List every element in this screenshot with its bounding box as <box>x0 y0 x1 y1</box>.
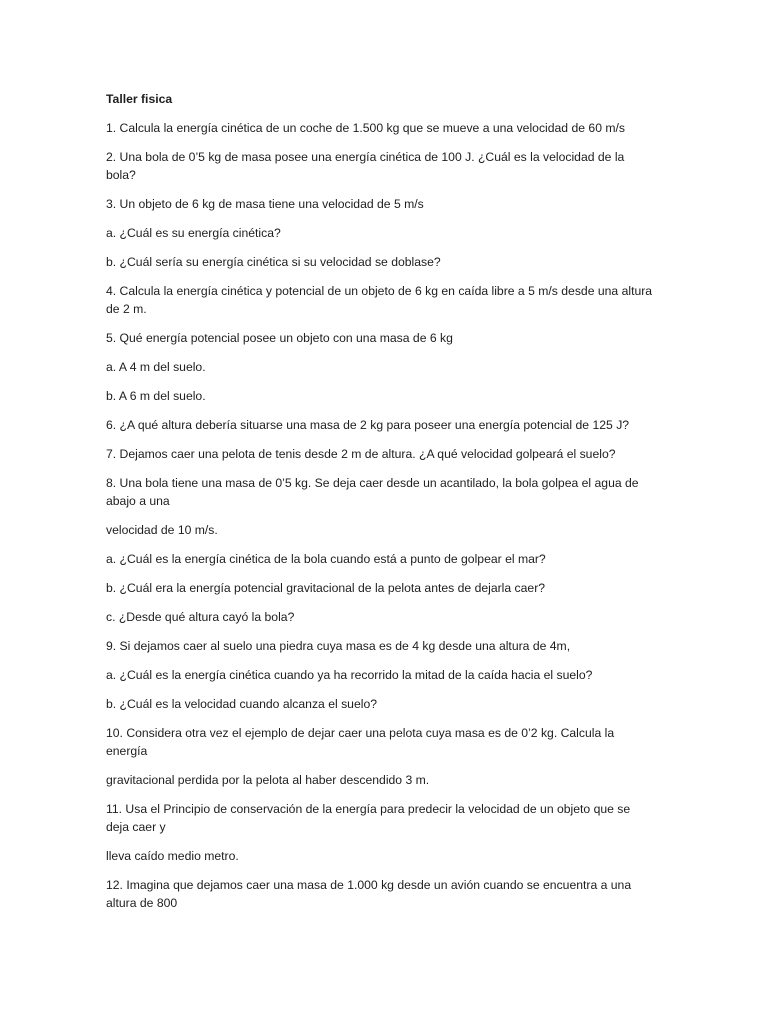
paragraph-4: 4. Calcula la energía cinética y potencial de un objeto de 6 kg en caída libre a 5 m/s desde una altura de 2 m. <box>106 284 653 316</box>
paragraph-8-cont: velocidad de 10 m/s. <box>106 523 218 537</box>
paragraph-1: 1. Calcula la energía cinética de un coche de 1.500 kg que se mueve a una velocidad de 60 m/s <box>106 121 625 135</box>
paragraph-8b: b. ¿Cuál era la energía potencial gravitacional de la pelota antes de dejarla caer? <box>106 581 546 595</box>
paragraph-10-cont: gravitacional perdida por la pelota al haber descendido 3 m. <box>106 773 430 787</box>
paragraph-3b: b. ¿Cuál sería su energía cinética si su velocidad se doblase? <box>106 255 441 269</box>
paragraph-8a: a. ¿Cuál es la energía cinética de la bola cuando está a punto de golpear el mar? <box>106 552 546 566</box>
paragraph-11-cont: lleva caído medio metro. <box>106 849 239 863</box>
paragraph-11: 11. Usa el Principio de conservación de la energía para predecir la velocidad de un objeto que se deja caer y <box>106 802 631 834</box>
paragraph-3: 3. Un objeto de 6 kg de masa tiene una velocidad de 5 m/s <box>106 197 424 211</box>
paragraph-9a: a. ¿Cuál es la energía cinética cuando ya ha recorrido la mitad de la caída hacia el suelo? <box>106 668 593 682</box>
paragraph-10: 10. Considera otra vez el ejemplo de dejar caer una pelota cuya masa es de 0’2 kg. Calcula la energía <box>106 726 615 758</box>
paragraph-5b: b. A 6 m del suelo. <box>106 389 206 403</box>
paragraph-9b: b. ¿Cuál es la velocidad cuando alcanza el suelo? <box>106 697 378 711</box>
paragraph-8c: c. ¿Desde qué altura cayó la bola? <box>106 610 295 624</box>
paragraph-3a: a. ¿Cuál es su energía cinética? <box>106 226 281 240</box>
paragraph-7: 7. Dejamos caer una pelota de tenis desde 2 m de altura. ¿A qué velocidad golpeará el suelo? <box>106 447 616 461</box>
document-body <box>106 90 656 923</box>
paragraph-5: 5. Qué energía potencial posee un objeto con una masa de 6 kg <box>106 331 453 345</box>
paragraph-9: 9. Si dejamos caer al suelo una piedra cuya masa es de 4 kg desde una altura de 4m, <box>106 639 571 653</box>
paragraph-6: 6. ¿A qué altura debería situarse una masa de 2 kg para poseer una energía potencial de 125 J? <box>106 418 630 432</box>
document-title: Taller fisica <box>106 92 173 106</box>
paragraph-5a: a. A 4 m del suelo. <box>106 360 206 374</box>
paragraph-2: 2. Una bola de 0’5 kg de masa posee una energía cinética de 100 J. ¿Cuál es la velocidad de la bola? <box>106 150 625 182</box>
paragraph-8: 8. Una bola tiene una masa de 0’5 kg. Se deja caer desde un acantilado, la bola golpea el agua de abajo a una <box>106 476 639 508</box>
paragraph-12: 12. Imagina que dejamos caer una masa de 1.000 kg desde un avión cuando se encuentra a una altura de 800 <box>106 878 632 910</box>
